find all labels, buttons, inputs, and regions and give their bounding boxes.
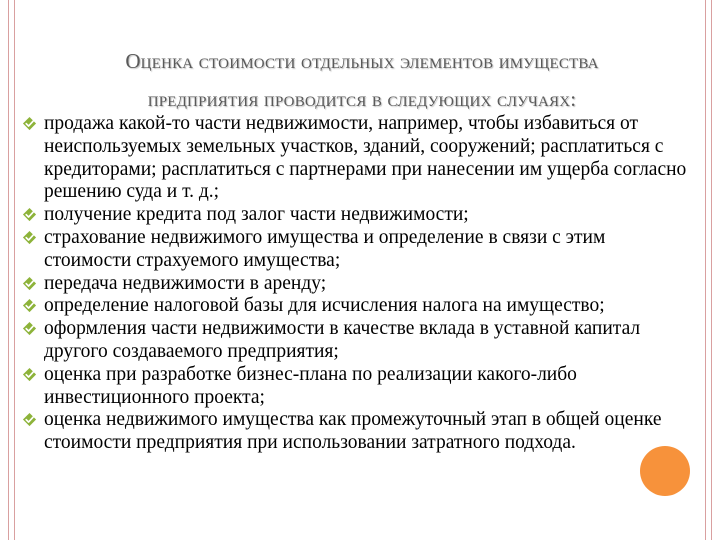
checkmark-diamond-icon: [22, 116, 37, 131]
checkmark-diamond-icon: [22, 230, 37, 245]
list-item-text: страхование недвижимого имущества и определение в связи с этим стоимости страхуемого имущества;: [44, 226, 606, 271]
list-item-text: продажа какой-то части недвижимости, например, чтобы избавиться от неиспользуемых земельных участков, зданий, сооружений; расплатиться с кредиторами; расплатиться с партнерами при нанесении им ущерба согласно решению суда и т. д.;: [44, 113, 687, 203]
checkmark-diamond-icon: [22, 367, 37, 382]
list-item: [20, 227, 696, 273]
list-item: [20, 204, 696, 227]
list-item-text: передача недвижимости в аренду;: [44, 272, 327, 294]
list-item-text: оценка при разработке бизнес-плана по реализации какого-либо инвестиционного проекта;: [44, 363, 577, 408]
checkmark-diamond-icon: [22, 412, 37, 427]
list-item-text: получение кредита под залог части недвижимости;: [44, 204, 469, 226]
title-line-2: предприятия проводится в следующих случаях:: [147, 87, 577, 111]
checkmark-diamond-icon: [22, 207, 37, 222]
list-item-text: оценка недвижимого имущества как промежуточный этап в общей оценке стоимости предприятия при использовании затратного подхода.: [44, 409, 662, 454]
list-item-text: определение налоговой базы для исчисления налога на имущество;: [44, 295, 605, 317]
checkmark-diamond-icon: [22, 276, 37, 291]
list-item: [20, 295, 696, 318]
checkmark-diamond-icon: [22, 298, 37, 313]
list-item: [20, 318, 696, 364]
checkmark-diamond-icon: [22, 321, 37, 336]
orange-circle-decoration: [640, 446, 690, 496]
list-item-text: оформления части недвижимости в качестве вклада в уставной капитал другого создаваемого предприятия;: [44, 318, 641, 362]
bullet-list: [20, 113, 696, 455]
slide-title: [22, 42, 702, 118]
left-border-decoration: [8, 0, 15, 540]
list-item: [20, 273, 696, 296]
list-item: [20, 409, 696, 455]
title-line-1: Оценка стоимости отдельных элементов имущества: [125, 49, 599, 73]
right-border-decoration: [705, 0, 712, 540]
list-item: [20, 364, 696, 410]
list-item: [20, 113, 696, 204]
